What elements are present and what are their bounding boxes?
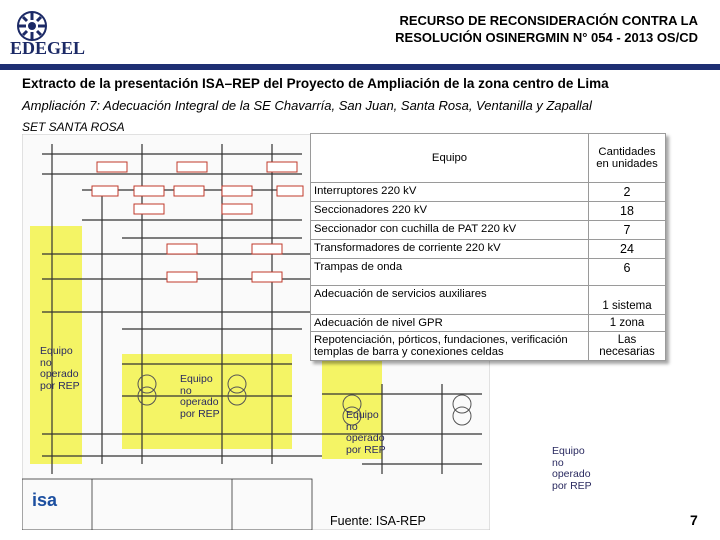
equipo-cell: Transformadores de corriente 220 kV — [311, 240, 589, 259]
table-row — [311, 183, 666, 202]
header-title-line2: RESOLUCIÓN OSINERGMIN N° 054 - 2013 OS/CD — [395, 30, 698, 45]
table-header-row — [311, 134, 666, 183]
set-label: SET SANTA ROSA — [22, 120, 125, 134]
equipo-cell: Seccionadores 220 kV — [311, 202, 589, 221]
slide-subtitle-2: Ampliación 7: Adecuación Integral de la SE Chavarría, San Juan, Santa Rosa, Ventanilla y Zapallal — [22, 98, 592, 113]
table-row — [311, 240, 666, 259]
source-note: Fuente: ISA-REP — [330, 514, 426, 528]
cantidad-cell: 7 — [589, 221, 666, 240]
cantidad-cell: 24 — [589, 240, 666, 259]
not-operated-note-1 — [40, 346, 80, 392]
slide-subtitle: Extracto de la presentación ISA–REP del Proyecto de Ampliación de la zona centro de Lima — [22, 76, 609, 91]
cantidad-cell: 18 — [589, 202, 666, 221]
note-line: operado — [40, 368, 79, 380]
edegel-logo-text: EDEGEL — [10, 38, 86, 58]
equipment-table — [310, 133, 666, 361]
equipo-cell: Seccionador con cuchilla de PAT 220 kV — [311, 221, 589, 240]
note-line: operado — [346, 432, 385, 444]
note-line: Equipo — [346, 409, 379, 421]
header-divider — [0, 64, 720, 70]
not-operated-note-2 — [180, 374, 220, 420]
note-line: operado — [180, 396, 219, 408]
header-cantidades: Cantidades en unidades — [589, 134, 666, 183]
not-operated-note-4 — [552, 446, 592, 492]
note-line: por REP — [346, 443, 386, 456]
table-row — [311, 286, 666, 315]
cantidad-cell: 6 — [589, 259, 666, 286]
header-title-line1: RECURSO DE RECONSIDERACIÓN CONTRA LA — [399, 13, 698, 28]
table-row — [311, 332, 666, 361]
cantidad-cell: Las necesarias — [589, 332, 666, 361]
cantidad-cell: 1 sistema — [589, 286, 666, 315]
equipo-cell: Adecuación de servicios auxiliares — [311, 286, 589, 315]
note-line: no — [346, 420, 358, 433]
note-line: por REP — [40, 379, 80, 392]
equipo-cell: Interruptores 220 kV — [311, 183, 589, 202]
svg-text:isa: isa — [32, 490, 58, 510]
note-line: por REP — [552, 479, 592, 492]
table-row — [311, 259, 666, 286]
not-operated-note-3 — [346, 410, 386, 456]
note-line: no — [40, 356, 52, 369]
equipo-cell: Repotenciación, pórticos, fundaciones, verificación templas de barra y conexiones celdas — [311, 332, 589, 361]
header-title — [258, 12, 698, 46]
note-line: Equipo — [552, 445, 585, 457]
equipo-cell: Trampas de onda — [311, 259, 589, 286]
header-equipo: Equipo — [311, 134, 589, 183]
cantidad-cell: 2 — [589, 183, 666, 202]
page-number: 7 — [690, 512, 698, 528]
note-line: por REP — [180, 407, 220, 420]
table-row — [311, 202, 666, 221]
equipo-cell: Adecuación de nivel GPR — [311, 315, 589, 332]
note-line: operado — [552, 468, 591, 480]
note-line: Equipo — [180, 373, 213, 385]
cantidad-cell: 1 zona — [589, 315, 666, 332]
note-line: no — [552, 456, 564, 469]
table-row — [311, 315, 666, 332]
note-line: no — [180, 384, 192, 397]
note-line: Equipo — [40, 345, 73, 357]
table-row — [311, 221, 666, 240]
